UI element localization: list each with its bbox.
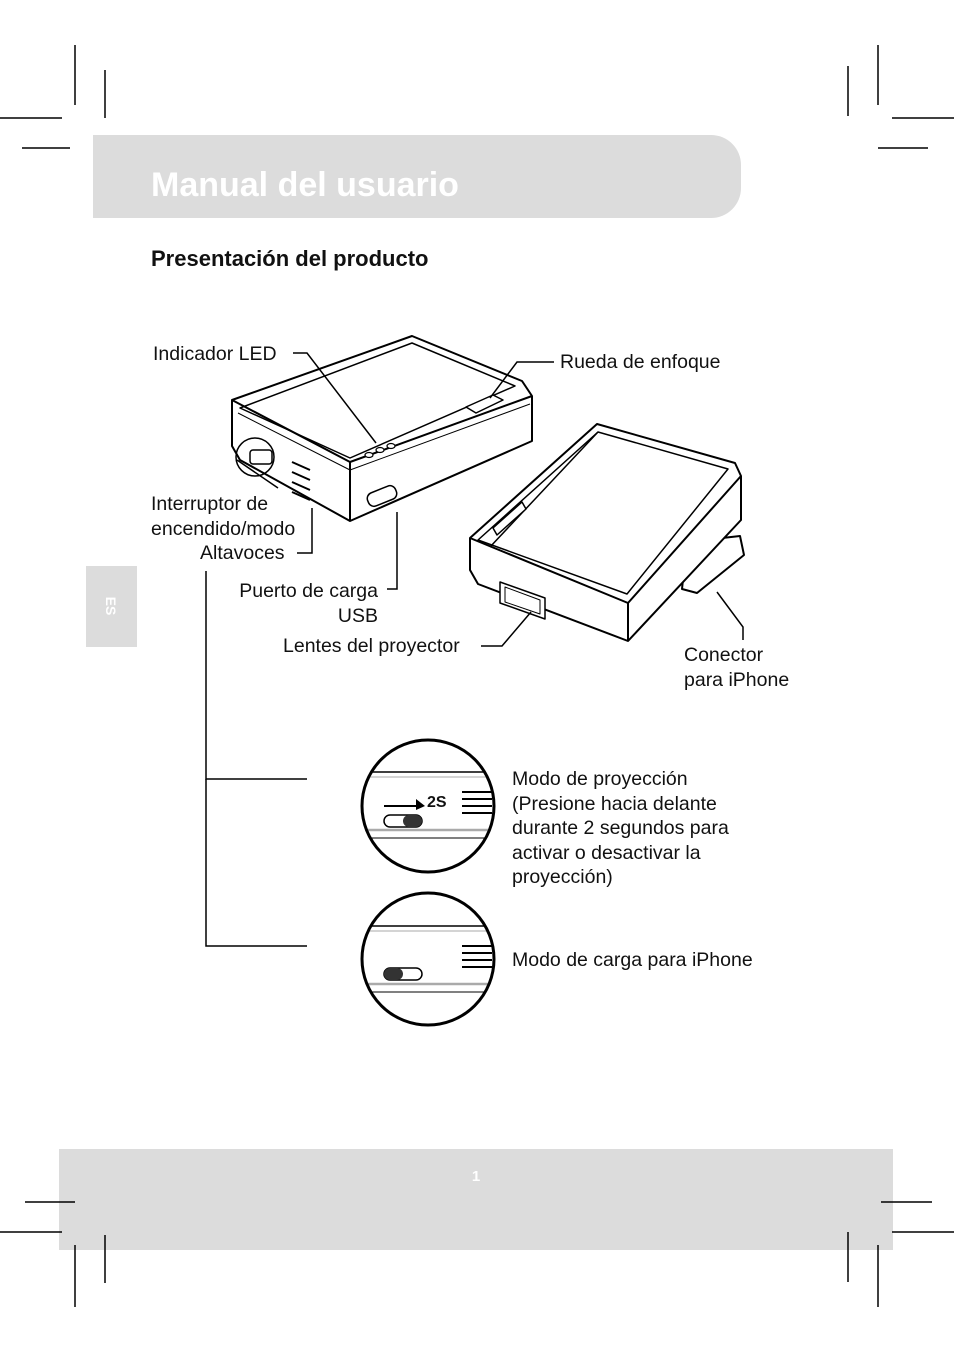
projection-mode-description: Modo de proyección (Presione hacia delante durante 2 segundos para activar o desactivar la proyección) [512, 768, 729, 888]
crop-marks [0, 45, 954, 1307]
projector-device-back [470, 424, 744, 641]
section-title: Presentación del producto [151, 246, 429, 271]
label-led-indicator: Indicador LED [153, 343, 277, 365]
page-title: Manual del usuario [151, 166, 459, 204]
label-projector-lens: Lentes del proyector [283, 635, 460, 657]
label-speakers: Altavoces [200, 542, 285, 564]
label-iphone-connector: Conector para iPhone [684, 644, 790, 691]
page-number: 1 [471, 1168, 481, 1185]
label-power-mode-switch: Interruptor de encendido/modo [151, 493, 296, 540]
label-focus-wheel: Rueda de enfoque [560, 351, 721, 373]
hold-duration-badge: 2S [427, 794, 447, 811]
label-usb-port: Puerto de carga USB [239, 580, 378, 627]
charging-mode-description: Modo de carga para iPhone [512, 949, 753, 971]
language-tab-label: ES [103, 596, 119, 616]
